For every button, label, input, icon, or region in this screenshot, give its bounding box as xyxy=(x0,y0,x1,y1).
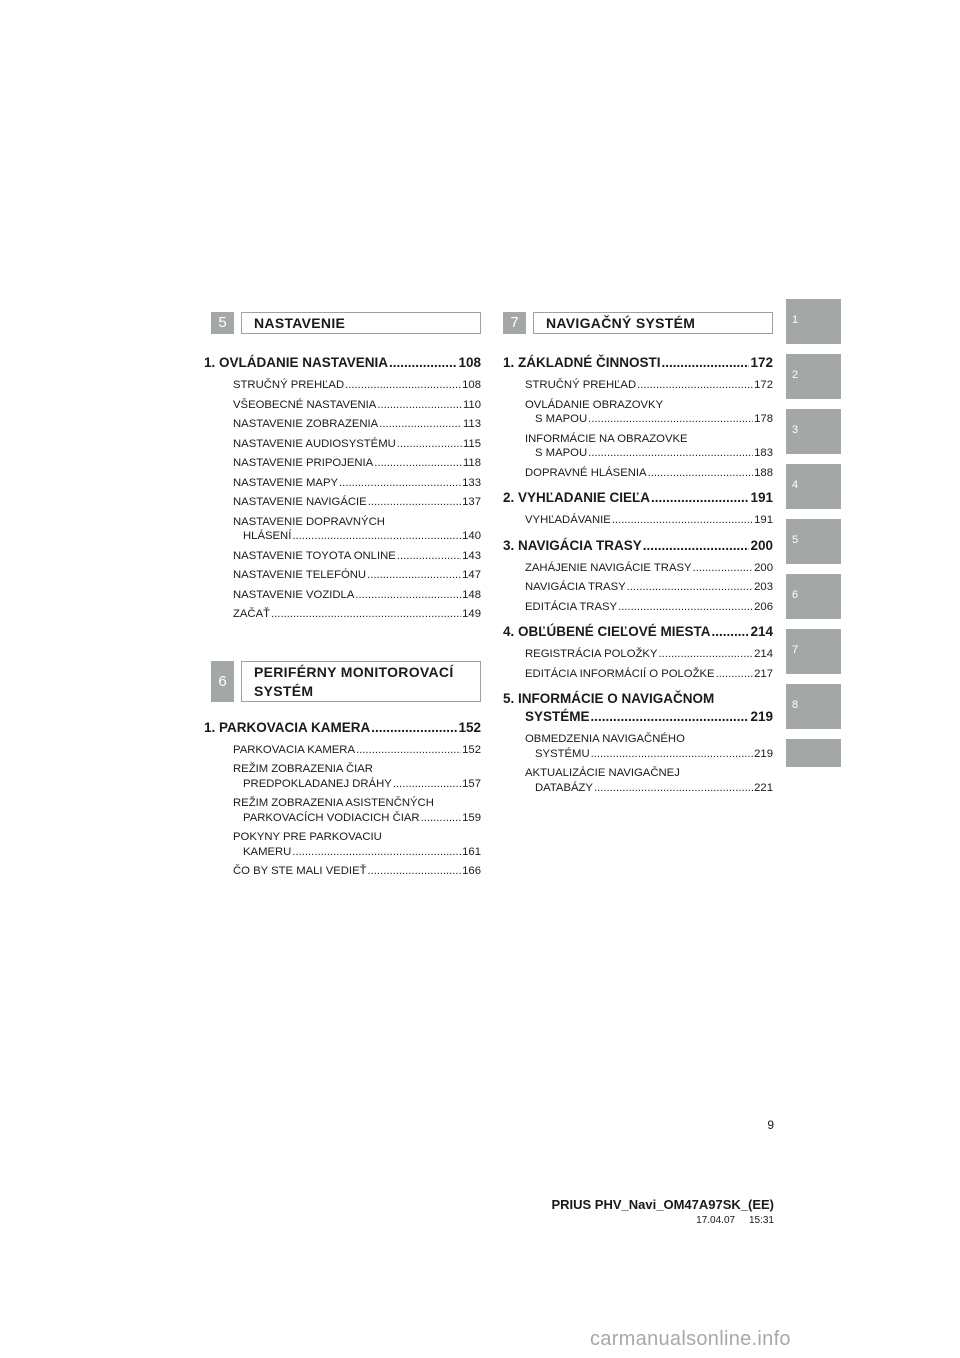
toc-entry[interactable] xyxy=(525,647,773,662)
toc-entry[interactable] xyxy=(233,864,481,879)
chapter-tab[interactable] xyxy=(786,684,841,729)
toc-entry-label: REGISTRÁCIA POLOŽKY xyxy=(525,648,658,660)
toc-entry[interactable] xyxy=(233,398,481,413)
toc-entry-page: 110 xyxy=(462,398,481,411)
toc-entry-page: 217 xyxy=(754,667,773,680)
chapter-tab-label: 4 xyxy=(792,479,799,491)
chapter-tab[interactable] xyxy=(786,464,841,509)
toc-entry[interactable] xyxy=(233,476,481,491)
toc-entry[interactable] xyxy=(525,600,773,615)
toc-entry[interactable] xyxy=(525,667,773,682)
chapter-heading[interactable]: 1. ZÁKLADNÉ ČINNOSTI ..... 172 xyxy=(503,354,773,372)
chapter-tab-label: 7 xyxy=(792,644,799,656)
toc-entry-page: 161 xyxy=(462,845,481,858)
toc-entry-label: S MAPOU xyxy=(535,447,588,459)
toc-entry-label: PREDPOKLADANEJ DRÁHY xyxy=(243,777,392,790)
toc-entry-label: NASTAVENIE DOPRAVNÝCH xyxy=(233,515,385,528)
toc-entry-page: 166 xyxy=(462,865,481,877)
toc-entry-label: REŽIM ZOBRAZENIA ASISTENČNÝCH xyxy=(233,797,434,809)
toc-entry-label: S MAPOU xyxy=(535,413,588,425)
toc-entry-page: 143 xyxy=(462,549,481,562)
right-column xyxy=(503,312,773,800)
toc-entry[interactable] xyxy=(525,466,773,481)
chapter-tab[interactable] xyxy=(786,574,841,619)
chapter-tab[interactable] xyxy=(786,299,841,344)
toc-entry-page: 178 xyxy=(754,413,773,425)
toc-entry-page: 115 xyxy=(462,437,481,450)
toc-entry-label: OBMEDZENIA NAVIGAČNÉHO xyxy=(525,733,685,745)
toc-entry-label: PARKOVACIA KAMERA xyxy=(233,743,355,756)
toc-entry-page: 157 xyxy=(462,777,481,790)
toc-entry[interactable] xyxy=(233,796,481,825)
section-5-number: 5 xyxy=(211,312,234,334)
section-7-title: NAVIGAČNÝ SYSTÉM xyxy=(533,312,773,334)
toc-entry-page: 221 xyxy=(754,781,773,794)
toc-entry[interactable] xyxy=(525,513,773,528)
chapter-heading[interactable]: 1. OVLÁDANIE NASTAVENIA ..... 108 xyxy=(204,354,481,372)
section-6-title: PERIFÉRNY MONITOROVACÍ SYSTÉM xyxy=(241,661,481,702)
toc-entry-page: 191 xyxy=(754,514,773,526)
left-column xyxy=(204,312,481,884)
toc-entry[interactable] xyxy=(233,588,481,603)
section-5-title: NASTAVENIE xyxy=(241,312,481,334)
toc-entry-page: 149 xyxy=(462,608,481,620)
section-5-header xyxy=(211,312,481,336)
footer-document-id: PRIUS PHV_Navi_OM47A97SK_(EE) xyxy=(551,1197,774,1212)
toc-entry[interactable] xyxy=(233,549,481,564)
toc-entry-label: ZAČAŤ xyxy=(233,608,271,620)
footer-date: 17.04.07 15:31 xyxy=(696,1215,774,1226)
chapter-heading[interactable]: 3. NAVIGÁCIA TRASY ..... 200 xyxy=(503,537,773,555)
chapter-tab-label: 6 xyxy=(792,589,799,601)
toc-entry-label: ČO BY STE MALI VEDIEŤ xyxy=(233,865,367,877)
toc-entry-page: 133 xyxy=(462,476,481,489)
toc-entry-label: POKYNY PRE PARKOVACIU xyxy=(233,831,382,843)
toc-entry-page: 137 xyxy=(462,496,481,508)
toc-entry-page: 200 xyxy=(754,561,773,574)
chapter-tab[interactable] xyxy=(786,409,841,454)
toc-entry-label: HLÁSENÍ xyxy=(243,530,292,542)
toc-entry-page: 118 xyxy=(462,457,481,469)
toc-entry[interactable] xyxy=(525,432,773,461)
toc-entry-label: EDITÁCIA TRASY xyxy=(525,600,618,613)
toc-entry-page: 172 xyxy=(754,379,773,391)
toc-entry[interactable] xyxy=(233,515,481,544)
toc-entry[interactable] xyxy=(233,568,481,583)
toc-entry-label: KAMERU xyxy=(243,845,292,858)
toc-entry[interactable] xyxy=(233,456,481,471)
watermark: carmanualsonline.info xyxy=(590,1328,791,1350)
toc-entry-label: NASTAVENIE MAPY xyxy=(233,476,339,489)
toc-entry-label: NASTAVENIE NAVIGÁCIE xyxy=(233,496,367,508)
toc-entry[interactable] xyxy=(233,607,481,622)
toc-entry[interactable] xyxy=(525,732,773,761)
toc-entry-page: 183 xyxy=(754,447,773,459)
toc-entry[interactable] xyxy=(233,378,481,393)
toc-entry-page: 152 xyxy=(462,743,481,756)
toc-entry-label: INFORMÁCIE NA OBRAZOVKE xyxy=(525,432,688,445)
toc-entry[interactable] xyxy=(233,437,481,452)
toc-entry[interactable] xyxy=(233,743,481,758)
chapter-heading[interactable]: 2. VYHĽADANIE CIEĽA ..... 191 xyxy=(503,489,773,507)
toc-entry-label: STRUČNÝ PREHĽAD xyxy=(233,379,345,391)
toc-entry[interactable] xyxy=(525,561,773,576)
toc-entry-label: NASTAVENIE TOYOTA ONLINE xyxy=(233,549,396,562)
toc-entry[interactable] xyxy=(233,762,481,791)
chapter-tab[interactable] xyxy=(786,739,841,767)
chapter-tab[interactable] xyxy=(786,354,841,399)
toc-entry-page: 148 xyxy=(462,588,481,601)
toc-entry[interactable] xyxy=(525,766,773,795)
toc-entry-page: 206 xyxy=(754,600,773,613)
toc-entry-label: NASTAVENIE PRIPOJENIA xyxy=(233,457,374,469)
toc-entry-label: AKTUALIZÁCIE NAVIGAČNEJ xyxy=(525,767,680,779)
page-number: 9 xyxy=(767,1118,774,1132)
section-7-header xyxy=(503,312,773,336)
toc-entry-page: 214 xyxy=(754,648,773,660)
toc-entry-label: OVLÁDANIE OBRAZOVKY xyxy=(525,398,664,411)
toc-entry-page: 188 xyxy=(754,466,773,479)
toc-entry[interactable] xyxy=(525,580,773,595)
chapter-tab-label: 8 xyxy=(792,699,799,711)
toc-entry-label: NAVIGÁCIA TRASY xyxy=(525,581,626,593)
toc-entry-label: VŠEOBECNÉ NASTAVENIA xyxy=(233,398,377,411)
toc-entry-page: 219 xyxy=(754,747,773,760)
toc-entry-label: EDITÁCIA INFORMÁCIÍ O POLOŽKE xyxy=(525,667,715,680)
chapter-heading[interactable]: 5. INFORMÁCIE O NAVIGAČNOM SYSTÉME ..... 219 xyxy=(503,690,773,726)
section-6-number: 6 xyxy=(211,661,234,702)
toc-entry-label: NASTAVENIE VOZIDLA xyxy=(233,588,355,601)
toc-entry-label: DATABÁZY xyxy=(535,781,593,794)
toc-entry-label: STRUČNÝ PREHĽAD xyxy=(525,379,637,391)
chapter-heading[interactable]: 4. OBĽÚBENÉ CIEĽOVÉ MIESTA ..... 214 xyxy=(503,623,773,641)
toc-entry-label: NASTAVENIE AUDIOSYSTÉMU xyxy=(233,437,396,450)
toc-entry-label: PARKOVACÍCH VODIACICH ČIAR xyxy=(243,811,420,824)
toc-entry-page: 108 xyxy=(462,379,481,391)
chapter-tab-label: 1 xyxy=(792,314,799,326)
toc-entry[interactable] xyxy=(233,417,481,432)
toc-entry-page: 159 xyxy=(462,811,481,824)
chapter-tab-label: 2 xyxy=(792,369,799,381)
toc-entry-label: REŽIM ZOBRAZENIA ČIAR xyxy=(233,763,373,775)
toc-entry-page: 203 xyxy=(754,581,773,593)
toc-entry[interactable] xyxy=(233,495,481,510)
section-6-header xyxy=(211,661,481,702)
toc-entry-label: NASTAVENIE ZOBRAZENIA xyxy=(233,418,379,430)
toc-entry-label: DOPRAVNÉ HLÁSENIA xyxy=(525,466,647,479)
toc-entry-label: NASTAVENIE TELEFÓNU xyxy=(233,569,367,581)
chapter-heading[interactable]: 1. PARKOVACIA KAMERA ..... 152 xyxy=(204,719,481,737)
section-7-number: 7 xyxy=(503,312,526,334)
toc-entry-label: ZAHÁJENIE NAVIGÁCIE TRASY xyxy=(525,561,692,574)
chapter-tab-label: 5 xyxy=(792,534,799,546)
toc-entry-label: VYHĽADÁVANIE xyxy=(525,514,611,526)
toc-entry-page: 113 xyxy=(462,418,481,430)
toc-entry-label: SYSTÉMU xyxy=(535,747,590,760)
toc-entry[interactable] xyxy=(525,398,773,427)
toc-entry[interactable] xyxy=(525,378,773,393)
chapter-tab-label: 3 xyxy=(792,424,799,436)
chapter-tab[interactable] xyxy=(786,519,841,564)
toc-entry[interactable] xyxy=(233,830,481,859)
toc-entry-page: 140 xyxy=(462,530,481,542)
chapter-tab[interactable] xyxy=(786,629,841,674)
toc-entry-page: 147 xyxy=(462,569,481,581)
